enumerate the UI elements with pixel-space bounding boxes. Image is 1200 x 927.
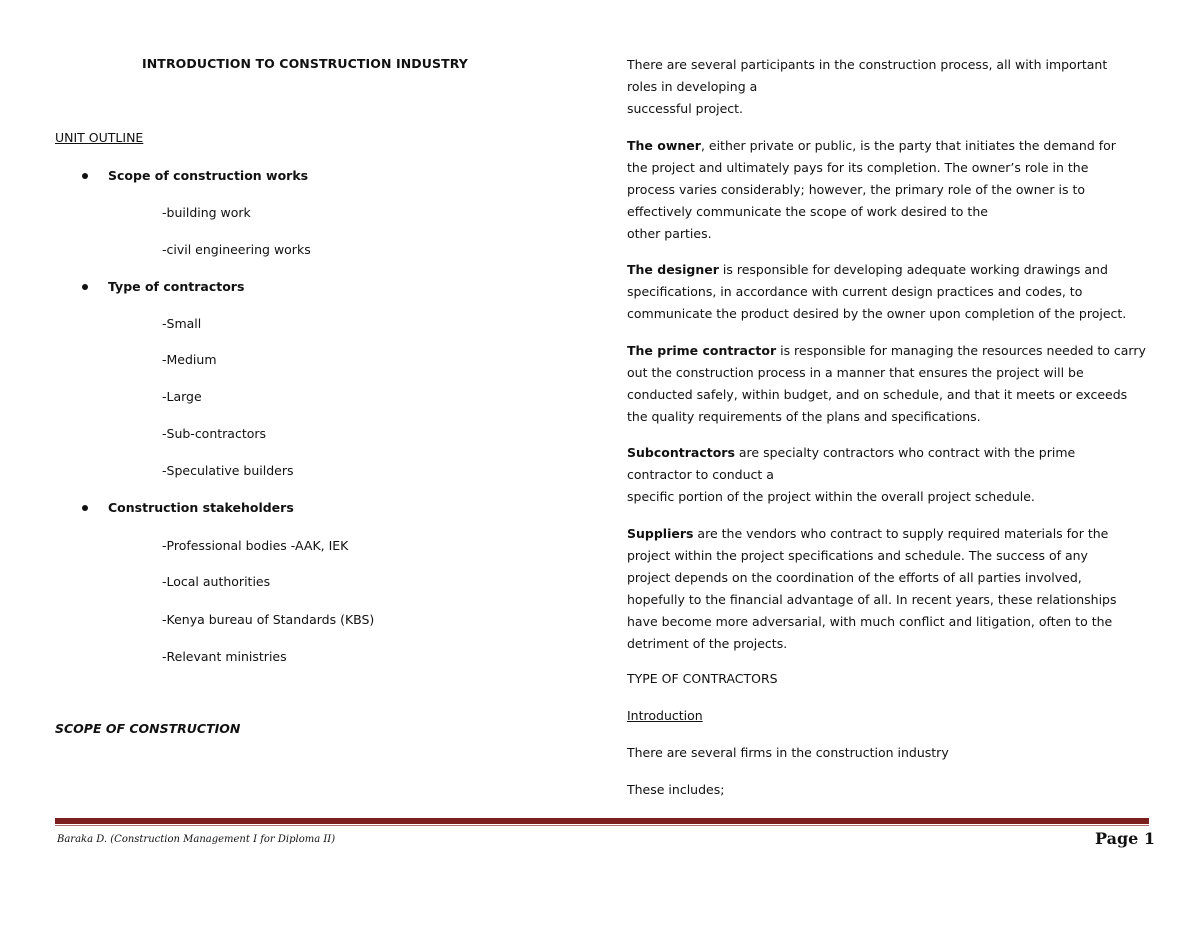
prime-contractor-paragraph: The prime contractor is responsible for managing the resources needed to carry out the construction process in a manner that ensures the project will be conducted safely, within budget, and on schedule, and that it meets or exceeds the quality requirements of the plans and specifications. <box>627 343 1146 424</box>
outline-subitem: -Large <box>162 389 202 404</box>
outline-subitem: -Speculative builders <box>162 463 294 478</box>
intro-paragraph: There are several participants in the construction process, all with important roles in developing a successful project. <box>627 57 1108 116</box>
suppliers-paragraph: Suppliers are the vendors who contract to supply required materials for the project within the project specifications and schedule. The success of any project depends on the coordination of the efforts of all parties involved, hopefully to the financial advantage of all. In recent years, these relationships have become more adversarial, with much conflict and litigation, often to the detriment of the projects. <box>627 526 1117 651</box>
outline-bullet-stakeholders: Construction stakeholders <box>82 500 294 515</box>
outline-bullet-contractors: Type of contractors <box>82 279 244 294</box>
introduction-heading: Introduction <box>627 708 703 723</box>
owner-paragraph: The owner, either private or public, is the party that initiates the demand for the project and ultimately pays for its completion. The owner’s role in the process varies considerably; however, the primary role of the owner is to effectively communicate the scope of work desired to the other parties. <box>627 138 1116 241</box>
outline-subitem: -building work <box>162 205 251 220</box>
suppliers-term: Suppliers <box>627 526 694 541</box>
footer-rule <box>55 818 1149 824</box>
type-of-contractors-heading: TYPE OF CONTRACTORS <box>627 671 778 686</box>
subcontractors-paragraph: Subcontractors are specialty contractors who contract with the prime contractor to conduct a specific portion of the project within the overall project schedule. <box>627 445 1076 504</box>
outline-subitem: -Relevant ministries <box>162 649 287 664</box>
outline-subitem: -Small <box>162 316 202 331</box>
footer-author: Baraka D. (Construction Management I for Diploma II) <box>57 834 336 845</box>
designer-term: The designer <box>627 262 719 277</box>
firms-line: There are several firms in the construction industry <box>627 745 949 760</box>
outline-subitem: -Professional bodies -AAK, IEK <box>162 538 349 553</box>
designer-paragraph: The designer is responsible for developing adequate working drawings and specifications, in accordance with current design practices and codes, to communicate the product desired by the owner upon completion of the project. <box>627 262 1127 321</box>
subcontractors-term: Subcontractors <box>627 445 735 460</box>
footer-rule-thin <box>55 825 1149 826</box>
outline-subitem: -Sub-contractors <box>162 426 267 441</box>
unit-outline-heading: UNIT OUTLINE <box>55 130 144 145</box>
outline-subitem: -Kenya bureau of Standards (KBS) <box>162 612 375 627</box>
page-number: Page 1 <box>1095 829 1156 848</box>
bullet-icon <box>82 173 88 179</box>
includes-line: These includes; <box>627 782 725 797</box>
owner-term: The owner <box>627 138 701 153</box>
outline-subitem: -Local authorities <box>162 574 271 589</box>
bullet-icon <box>82 284 88 290</box>
outline-subitem: -civil engineering works <box>162 242 311 257</box>
scope-heading: SCOPE OF CONSTRUCTION <box>55 721 241 736</box>
outline-subitem: -Medium <box>162 352 217 367</box>
prime-contractor-term: The prime contractor <box>627 343 777 358</box>
document-title: INTRODUCTION TO CONSTRUCTION INDUSTRY <box>142 56 468 71</box>
outline-bullet-scope: Scope of construction works <box>82 168 308 183</box>
bullet-icon <box>82 505 88 511</box>
